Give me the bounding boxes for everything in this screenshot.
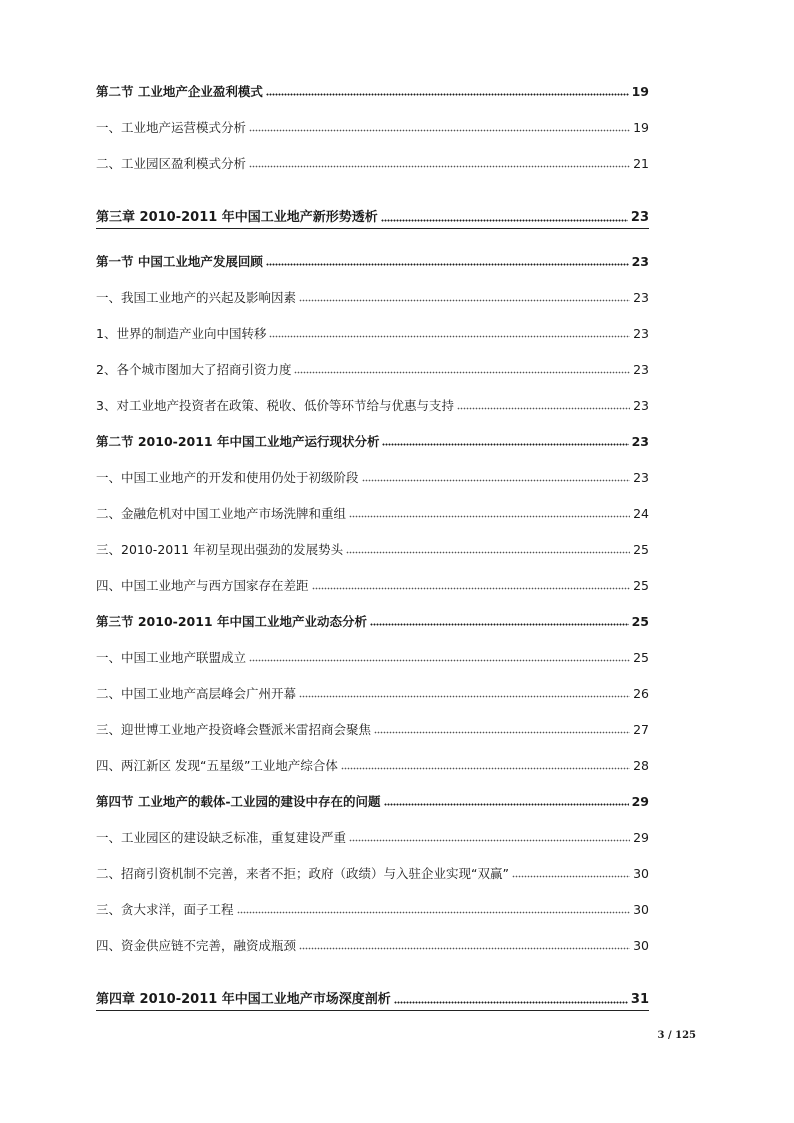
toc-section-row[interactable] <box>96 786 649 810</box>
dot-leader <box>394 1001 628 1004</box>
toc-entry-title: 四、中国工业地产与西方国家存在差距 <box>96 578 309 593</box>
toc-item-row[interactable] <box>96 858 649 882</box>
toc-entry-title: 3、对工业地产投资者在政策、税收、低价等环节给与优惠与支持 <box>96 398 454 413</box>
toc-item-row[interactable] <box>96 534 649 558</box>
toc-entry-page: 21 <box>633 156 649 171</box>
dot-leader <box>384 803 629 806</box>
toc-entry-title: 第二节 工业地产企业盈利模式 <box>96 84 263 99</box>
dot-leader <box>374 731 630 734</box>
toc-section-row[interactable] <box>96 426 649 450</box>
toc-item-row[interactable] <box>96 822 649 846</box>
toc-section-row[interactable] <box>96 246 649 270</box>
toc-entry-page: 23 <box>633 362 649 377</box>
toc-item-row[interactable] <box>96 930 649 954</box>
dot-leader <box>382 443 628 446</box>
toc-item-row[interactable] <box>96 714 649 738</box>
toc-entry-title: 第三节 2010-2011 年中国工业地产业动态分析 <box>96 614 367 629</box>
toc-entry-page: 30 <box>633 866 649 881</box>
toc-entry-title: 二、招商引资机制不完善，来者不拒；政府（政绩）与入驻企业实现“双赢” <box>96 866 509 881</box>
dot-leader <box>249 129 630 132</box>
toc-item-row[interactable] <box>96 750 649 774</box>
toc-entry-page: 23 <box>633 290 649 305</box>
toc-section-row[interactable] <box>96 76 649 100</box>
dot-leader <box>346 551 630 554</box>
toc-entry-title: 一、中国工业地产联盟成立 <box>96 650 247 665</box>
toc-entry-page: 27 <box>633 722 649 737</box>
toc-entry-page: 30 <box>633 902 649 917</box>
toc-entry-page: 23 <box>631 254 649 269</box>
dot-leader <box>266 93 629 96</box>
toc-entry-title: 二、工业园区盈利模式分析 <box>96 156 247 171</box>
dot-leader <box>249 659 630 662</box>
dot-leader <box>299 695 630 698</box>
toc-entry-title: 三、迎世博工业地产投资峰会暨派米雷招商会聚焦 <box>96 722 372 737</box>
toc-entry-title: 三、贪大求洋，面子工程 <box>96 902 234 917</box>
toc-entry-page: 19 <box>633 120 649 135</box>
dot-leader <box>312 587 631 590</box>
toc-entry-title: 第三章 2010-2011 年中国工业地产新形势透析 <box>96 210 378 225</box>
toc-entry-page: 30 <box>633 938 649 953</box>
toc-entry-title: 二、金融危机对中国工业地产市场洗牌和重组 <box>96 506 347 521</box>
page-number: 3 / 125 <box>657 1030 696 1041</box>
toc-item-row[interactable] <box>96 894 649 918</box>
toc-entry-title: 四、两江新区 发现“五星级”工业地产综合体 <box>96 758 338 773</box>
toc-entry-page: 29 <box>631 794 649 809</box>
toc-chapter-row[interactable] <box>96 984 649 1011</box>
dot-leader <box>249 165 630 168</box>
dot-leader <box>349 839 630 842</box>
toc-item-row[interactable] <box>96 498 649 522</box>
toc-entry-page: 23 <box>630 210 649 225</box>
toc-entry-title: 2、各个城市图加大了招商引资力度 <box>96 362 292 377</box>
toc-item-row[interactable] <box>96 148 649 172</box>
dot-leader <box>269 335 630 338</box>
toc-item-row[interactable] <box>96 354 649 378</box>
dot-leader <box>512 875 630 878</box>
toc-entry-title: 第四章 2010-2011 年中国工业地产市场深度剖析 <box>96 992 391 1007</box>
toc-entry-title: 一、工业园区的建设缺乏标准，重复建设严重 <box>96 830 347 845</box>
toc-item-row[interactable] <box>96 282 649 306</box>
dot-leader <box>299 947 630 950</box>
toc-section-row[interactable] <box>96 606 649 630</box>
toc-entry-page: 28 <box>633 758 649 773</box>
toc-entry-page: 23 <box>631 434 649 449</box>
toc-entry-page: 29 <box>633 830 649 845</box>
dot-leader <box>266 263 629 266</box>
toc-entry-page: 25 <box>631 614 649 629</box>
toc-entry-page: 23 <box>633 470 649 485</box>
toc-entry-page: 31 <box>630 992 649 1007</box>
toc-entry-title: 第四节 工业地产的载体-工业园的建设中存在的问题 <box>96 794 381 809</box>
dot-leader <box>381 219 628 222</box>
toc-item-row[interactable] <box>96 318 649 342</box>
dot-leader <box>370 623 629 626</box>
toc-entry-title: 三、2010-2011 年初呈现出强劲的发展势头 <box>96 542 344 557</box>
toc-entry-title: 第一节 中国工业地产发展回顾 <box>96 254 263 269</box>
toc-entry-page: 24 <box>633 506 649 521</box>
toc-entry-page: 23 <box>633 326 649 341</box>
toc-entry-title: 第二节 2010-2011 年中国工业地产运行现状分析 <box>96 434 380 449</box>
dot-leader <box>349 515 630 518</box>
dot-leader <box>294 371 630 374</box>
dot-leader <box>362 479 631 482</box>
toc-item-row[interactable] <box>96 678 649 702</box>
toc-entry-page: 23 <box>633 398 649 413</box>
toc-entry-page: 25 <box>633 578 649 593</box>
toc-entry-title: 四、资金供应链不完善，融资成瓶颈 <box>96 938 297 953</box>
toc-item-row[interactable] <box>96 112 649 136</box>
toc-item-row[interactable] <box>96 642 649 666</box>
toc-item-row[interactable] <box>96 570 649 594</box>
toc-entry-title: 1、世界的制造产业向中国转移 <box>96 326 267 341</box>
dot-leader <box>457 407 630 410</box>
dot-leader <box>341 767 630 770</box>
toc-entry-page: 25 <box>633 542 649 557</box>
toc-entry-page: 25 <box>633 650 649 665</box>
toc-item-row[interactable] <box>96 390 649 414</box>
toc-entry-title: 一、工业地产运营模式分析 <box>96 120 247 135</box>
toc-entry-title: 一、我国工业地产的兴起及影响因素 <box>96 290 297 305</box>
toc-entry-page: 26 <box>633 686 649 701</box>
toc-entry-title: 一、中国工业地产的开发和使用仍处于初级阶段 <box>96 470 359 485</box>
toc-chapter-row[interactable] <box>96 202 649 229</box>
dot-leader <box>299 299 630 302</box>
toc-entry-page: 19 <box>631 84 649 99</box>
toc-entry-title: 二、中国工业地产高层峰会广州开幕 <box>96 686 297 701</box>
dot-leader <box>237 911 631 914</box>
toc-item-row[interactable] <box>96 462 649 486</box>
